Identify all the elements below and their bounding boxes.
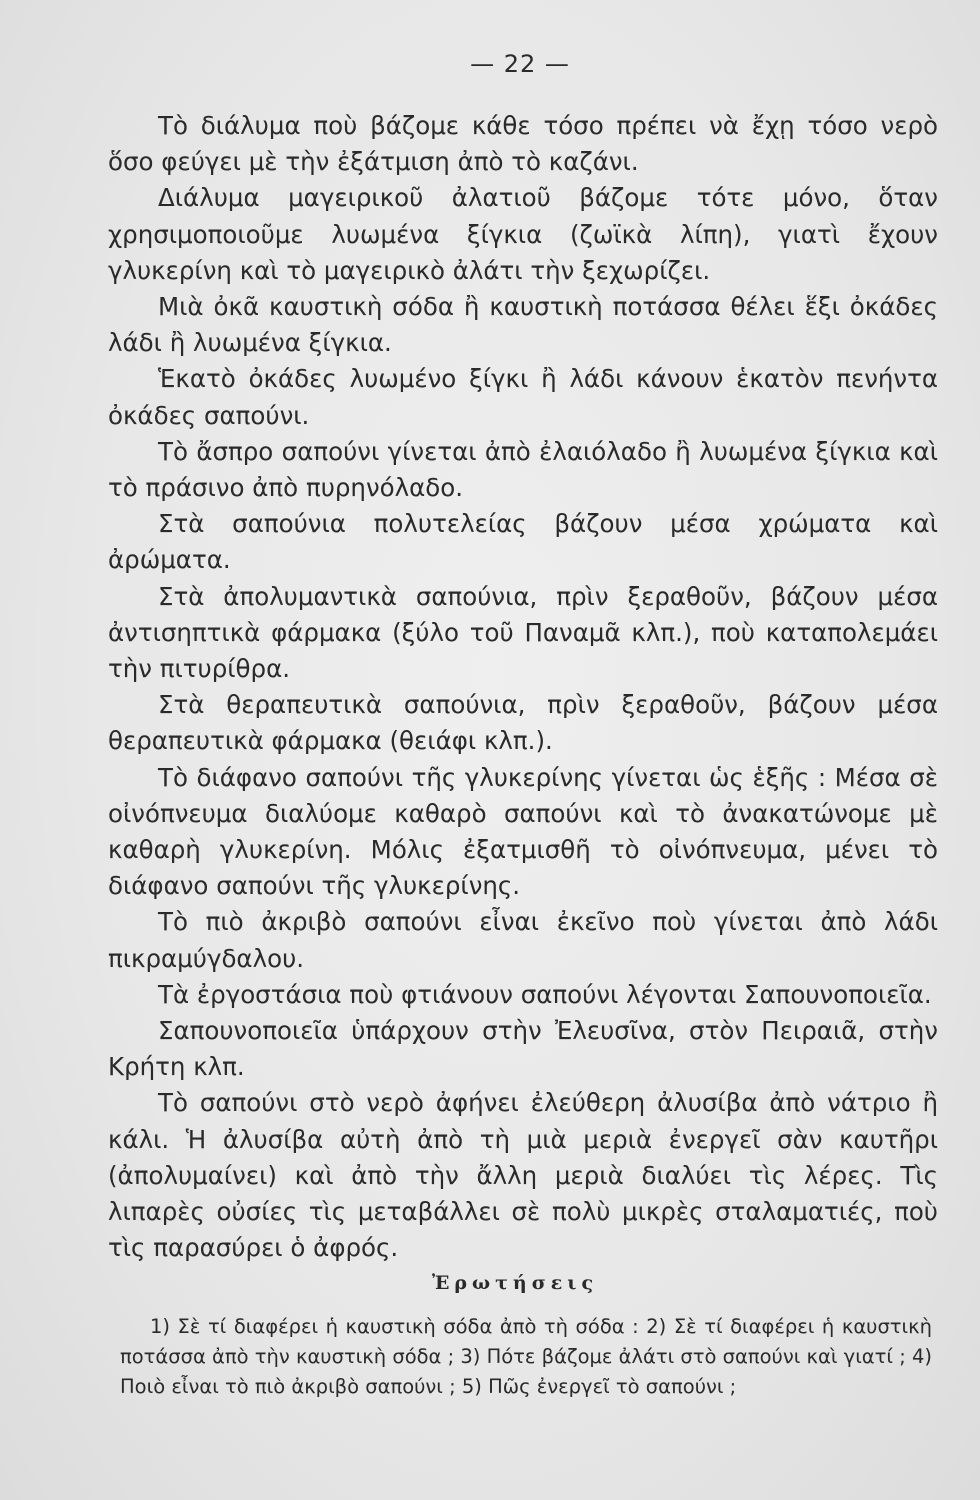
paragraph: Στὰ ἀπολυμαντικὰ σαπούνια, πρὶν ξεραθοῦν, βάζουν μέσα ἀντισηπτικὰ φάρμακα (ξύλο τοῦ Παναμᾶ κλπ.), ποὺ καταπολεμάει τὴν πιτυρίθρα. [108,581,938,684]
page-number: — 22 — [470,50,570,78]
questions-heading: Ἐρωτήσεις [431,1272,599,1294]
paragraph: Τὸ πιὸ ἀκριβὸ σαπούνι εἶναι ἐκεῖνο ποὺ γίνεται ἀπὸ λάδι πικραμύγδαλου. [108,907,938,973]
paragraph: Τὸ διάφανο σαπούνι τῆς γλυκερίνης γίνεται ὡς ἑξῆς : Μέσα σὲ οἰνόπνευμα διαλύομε καθαρὸ σαπούνι καὶ τὸ ἀνακατώνομε μὲ καθαρὴ γλυκερίνη. Μόλις ἐξατμισθῆ τὸ οἰνόπνευμα, μένει τὸ διάφανο σαπούνι τῆς γλυκερίνης. [108,762,938,901]
paragraph: Διάλυμα μαγειρικοῦ ἀλατιοῦ βάζομε τότε μόνο, ὅταν χρησιμοποιοῦμε λυωμένα ξίγκια (ζωϊκὰ λίπη), γιατὶ ἔχουν γλυκερίνη καὶ τὸ μαγειρικὸ ἀλάτι τὴν ξεχωρίζει. [108,183,938,285]
questions-text: 1) Σὲ τί διαφέρει ἡ καυστικὴ σόδα ἀπὸ τὴ σόδα : 2) Σὲ τί διαφέρει ἡ καυστικὴ ποτάσσα ἀπὸ τὴν καυστικὴ σόδα ; 3) Πότε βάζομε ἀλάτι στὸ σαπούνι καὶ γιατί ; 4) Ποιὸ εἶναι τὸ πιὸ ἀκριβὸ σαπούνι ; 5) Πῶς ἐνεργεῖ τὸ σαπούνι ; [120,1315,932,1398]
body-text [108,108,938,1267]
paragraph: Τὰ ἐργοστάσια ποὺ φτιάνουν σαπούνι λέγονται Σαπουνοποιεῖα. [158,979,932,1009]
paragraph: Τὸ ἄσπρο σαπούνι γίνεται ἀπὸ ἐλαιόλαδο ἢ λυωμένα ξίγκια καὶ τὸ πράσινο ἀπὸ πυρηνόλαδο. [108,436,938,503]
paragraph: Στὰ θεραπευτικὰ σαπούνια, πρὶν ξεραθοῦν, βάζουν μέσα θεραπευτικὰ φάρμακα (θειάφι κλπ.). [108,690,938,756]
paragraph: Σαπουνοποιεῖα ὑπάρχουν στὴν Ἐλευσῖνα, στὸν Πειραιᾶ, στὴν Κρήτη κλπ. [108,1016,938,1082]
paragraph: Μιὰ ὀκᾶ καυστικὴ σόδα ἢ καυστικὴ ποτάσσα θέλει ἕξι ὀκάδες λάδι ἢ λυωμένα ξίγκια. [108,292,938,358]
paragraph: Στὰ σαπούνια πολυτελείας βάζουν μέσα χρώματα καὶ ἀρώματα. [108,509,938,575]
paragraph: Ἑκατὸ ὀκάδες λυωμένο ξίγκι ἢ λάδι κάνουν ἑκατὸν πενήντα ὀκάδες σαπούνι. [108,364,938,430]
paragraph: Τὸ διάλυμα ποὺ βάζομε κάθε τόσο πρέπει νὰ ἔχῃ τόσο νερὸ ὅσο φεύγει μὲ τὴν ἐξάτμιση ἀπὸ τὸ καζάνι. [108,111,938,177]
paragraph: Τὸ σαπούνι στὸ νερὸ ἀφήνει ἐλεύθερη ἀλυσίβα ἀπὸ νάτριο ἢ κάλι. Ἡ ἀλυσίβα αὐτὴ ἀπὸ τὴ μιὰ μεριὰ ἐνεργεῖ σὰν καυτῆρι (ἀπολυμαίνει) καὶ ἀπὸ τὴν ἄλλη μεριὰ διαλύει τὶς λέρες. Τὶς λιπαρὲς οὐσίες τὶς μεταβάλλει σὲ πολὺ μικρὲς σταλαματιές, ποὺ τὶς παρασύρει ὁ ἀφρός. [108,1088,938,1263]
